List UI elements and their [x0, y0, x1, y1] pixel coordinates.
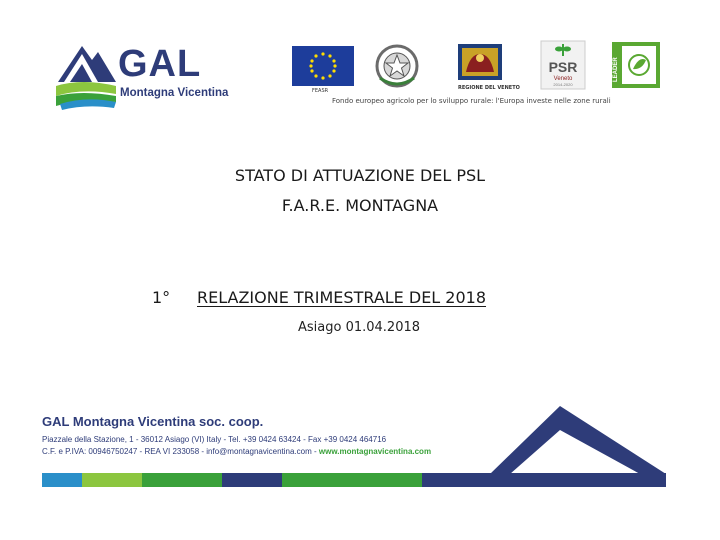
svg-text:PSR: PSR — [548, 59, 578, 75]
document-title-line1: STATO DI ATTUAZIONE DEL PSL — [234, 166, 486, 185]
eu-label: FEASR — [312, 88, 329, 94]
leader-logo-icon — [612, 42, 660, 88]
logo-name: GAL — [118, 43, 202, 85]
veneto-label: REGIONE DEL VENETO — [458, 85, 520, 91]
website-link[interactable]: www.montagnavicentina.com — [318, 447, 432, 456]
svg-text:Veneto: Veneto — [553, 76, 573, 82]
svg-text:2014-2020: 2014-2020 — [553, 82, 573, 87]
report-number: 1° — [152, 288, 171, 307]
psr-logo-icon — [540, 40, 586, 90]
footer-color-stripe — [42, 473, 666, 487]
report-title: RELAZIONE TRIMESTRALE DEL 2018 — [197, 288, 487, 307]
svg-text:LEADER: LEADER — [613, 57, 619, 82]
italy-emblem-icon — [372, 42, 422, 90]
logo-subtitle: Montagna Vicentina — [120, 87, 229, 99]
company-address: Piazzale della Stazione, 1 - 36012 Asiago (VI) Italy - Tel. +39 0424 63424 - Fax +39 0424 464716 — [42, 435, 387, 444]
company-tax-contacts — [42, 447, 431, 456]
tax-email-line: C.F. e P.IVA: 00946750247 - REA VI 233058 - info@montagnavicentina.com - — [42, 447, 319, 456]
eu-flag-icon — [292, 46, 354, 86]
document-title-line2: F.A.R.E. MONTAGNA — [281, 196, 439, 215]
veneto-lion-icon — [456, 42, 504, 82]
place-date: Asiago 01.04.2018 — [298, 320, 421, 335]
funding-statement: Fondo europeo agricolo per lo sviluppo rurale: l'Europa investe nelle zone rurali — [332, 97, 611, 105]
company-name: GAL Montagna Vicentina soc. coop. — [42, 414, 264, 429]
